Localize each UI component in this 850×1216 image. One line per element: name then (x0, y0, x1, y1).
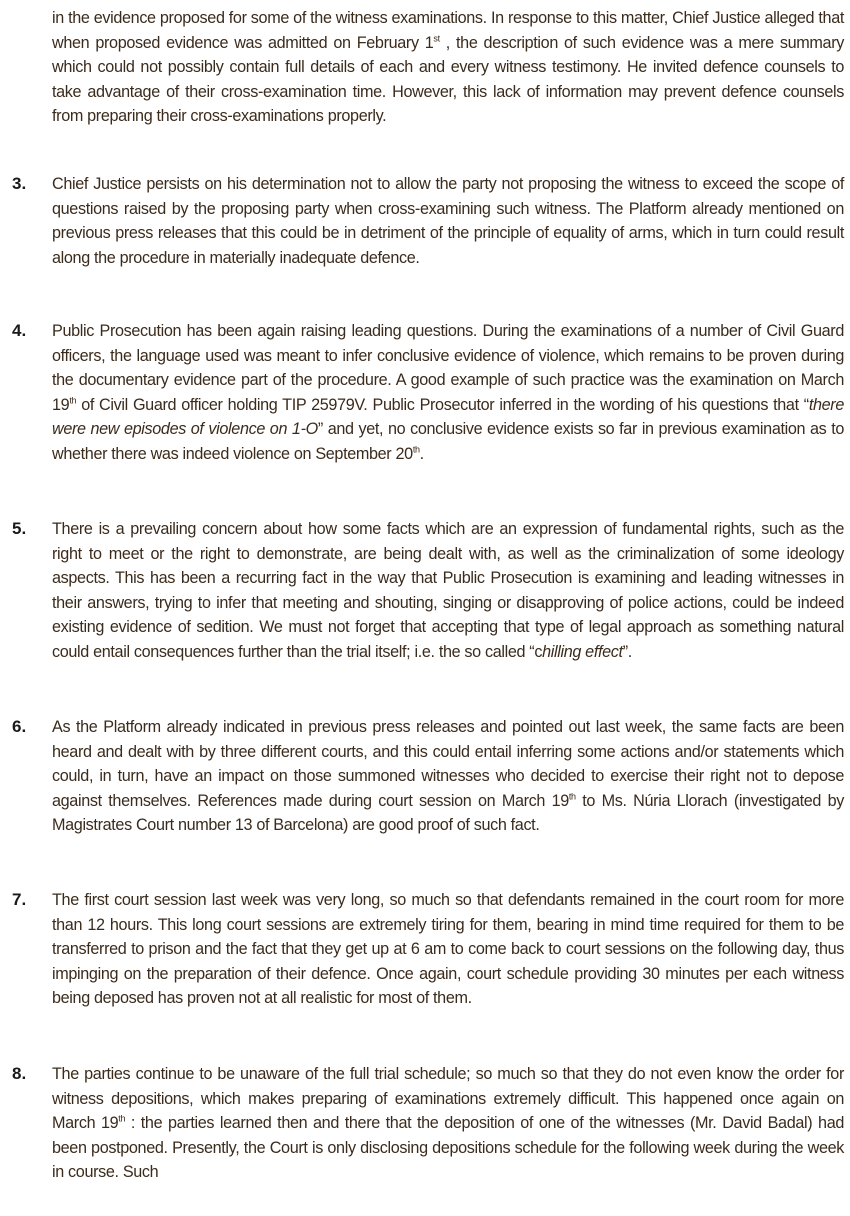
text-run: As the Platform already indicated in previous press releases and pointed out last week, the same facts are been heard and dealt with by three different courts, and this could entail inferring some actions and/or statements which could, in turn, have an impact on those summoned witnesses who decided to exercise their right not to depose against themselves. References made during court session on March 19 (52, 718, 844, 810)
paragraph-text (52, 888, 844, 1011)
text-run: . (419, 444, 424, 463)
text-run: of Civil Guard officer holding TIP 25979V. Public Prosecutor inferred in the wording of his questions that “ (76, 395, 809, 414)
item-number: 3. (12, 174, 27, 193)
italic-quote: there were new episodes of violence on 1-O (52, 395, 844, 439)
paragraph-text (52, 715, 844, 838)
text-run: There is a prevailing concern about how some facts which are an expression of fundamental rights, such as the right to meet or the right to demonstrate, are being dealt with, as well as the criminalization of some ideology aspects. This has been a recurring fact in the way that Public Prosecution is examining and leading witnesses in their answers, trying to infer that meeting and shouting, singing or disapproving of police actions, could be indeed existing evidence of sedition. We must not forget that accepting that type of legal approach as something natural could entail consequences further than the trial itself; i.e. the so called “c (52, 520, 844, 661)
text-run: , the description of such evidence was a mere summary which could not possibly contain full details of each and every witness testimony. He invited defence counsels to take advantage of their cross-examination time. However, this lack of information may prevent defence counsels from preparing their cross-examinations properly. (52, 33, 844, 126)
text-run: ” and yet, no conclusive evidence exists so far in previous examination as to whether there was indeed violence on September 20 (52, 420, 844, 463)
paragraph-text (52, 1062, 844, 1185)
text-run: The first court session last week was very long, so much so that defendants remained in the court room for more than 12 hours. This long court sessions are extremely tiring for them, bearing in mind time required for them to be transferred to prison and the fact that they get up at 6 am to come back to court sessions on the following day, thus impinging on the preparation of their defence. Once again, court schedule providing 30 minutes per each witness being deposed has proven not at all realistic for most of them. (52, 891, 844, 1008)
text-run: : the parties learned then and there that the deposition of one of the witnesses (Mr. David Badal) had been postponed. Presently, the Court is only disclosing depositions schedule for the following week during the week in course. Such (52, 1114, 844, 1182)
item-number: 7. (12, 890, 27, 909)
text-run: Public Prosecution has been again raising leading questions. During the examinations of a number of Civil Guard officers, the language used was meant to infer conclusive evidence of violence, which remains to be proven during the documentary evidence part of the procedure. A good example of such practice was the examination on March 19 (52, 322, 844, 414)
ordinal-suffix: th (118, 1113, 126, 1124)
text-run: Chief Justice persists on his determination not to allow the party not proposing the witness to exceed the scope of questions raised by the proposing party when cross-examining such witness. The Platform already mentioned on previous press releases that this could be in detriment of the principle of equality of arms, which in turn could result along the procedure in materially inadequate defence. (52, 175, 844, 267)
text-run: The parties continue to be unaware of the full trial schedule; so much so that they do not even know the order for witness depositions, which makes preparing of examinations extremely difficult. This happened once again on March 19 (52, 1065, 844, 1133)
ordinal-suffix: th (412, 444, 420, 455)
item-number: 4. (12, 321, 27, 340)
item-number: 5. (12, 519, 27, 538)
item-number: 6. (12, 717, 27, 736)
text-run: to Ms. Núria Llorach (investigated by Magistrates Court number 13 of Barcelona) are good proof of such fact. (52, 791, 844, 835)
paragraph-text (52, 172, 844, 270)
ordinal-suffix: th (69, 395, 77, 406)
item-number: 8. (12, 1064, 27, 1083)
italic-quote: hilling effect (542, 642, 623, 661)
paragraph-text (52, 517, 844, 665)
paragraph-text (52, 319, 844, 467)
text-run: in the evidence proposed for some of the witness examinations. In response to this matter, Chief Justice alleged that when proposed evidence was admitted on February 1 (52, 9, 844, 52)
ordinal-suffix: st (433, 33, 440, 44)
text-run: ”. (622, 642, 632, 661)
ordinal-suffix: th (568, 791, 576, 802)
paragraph-text (52, 6, 844, 129)
